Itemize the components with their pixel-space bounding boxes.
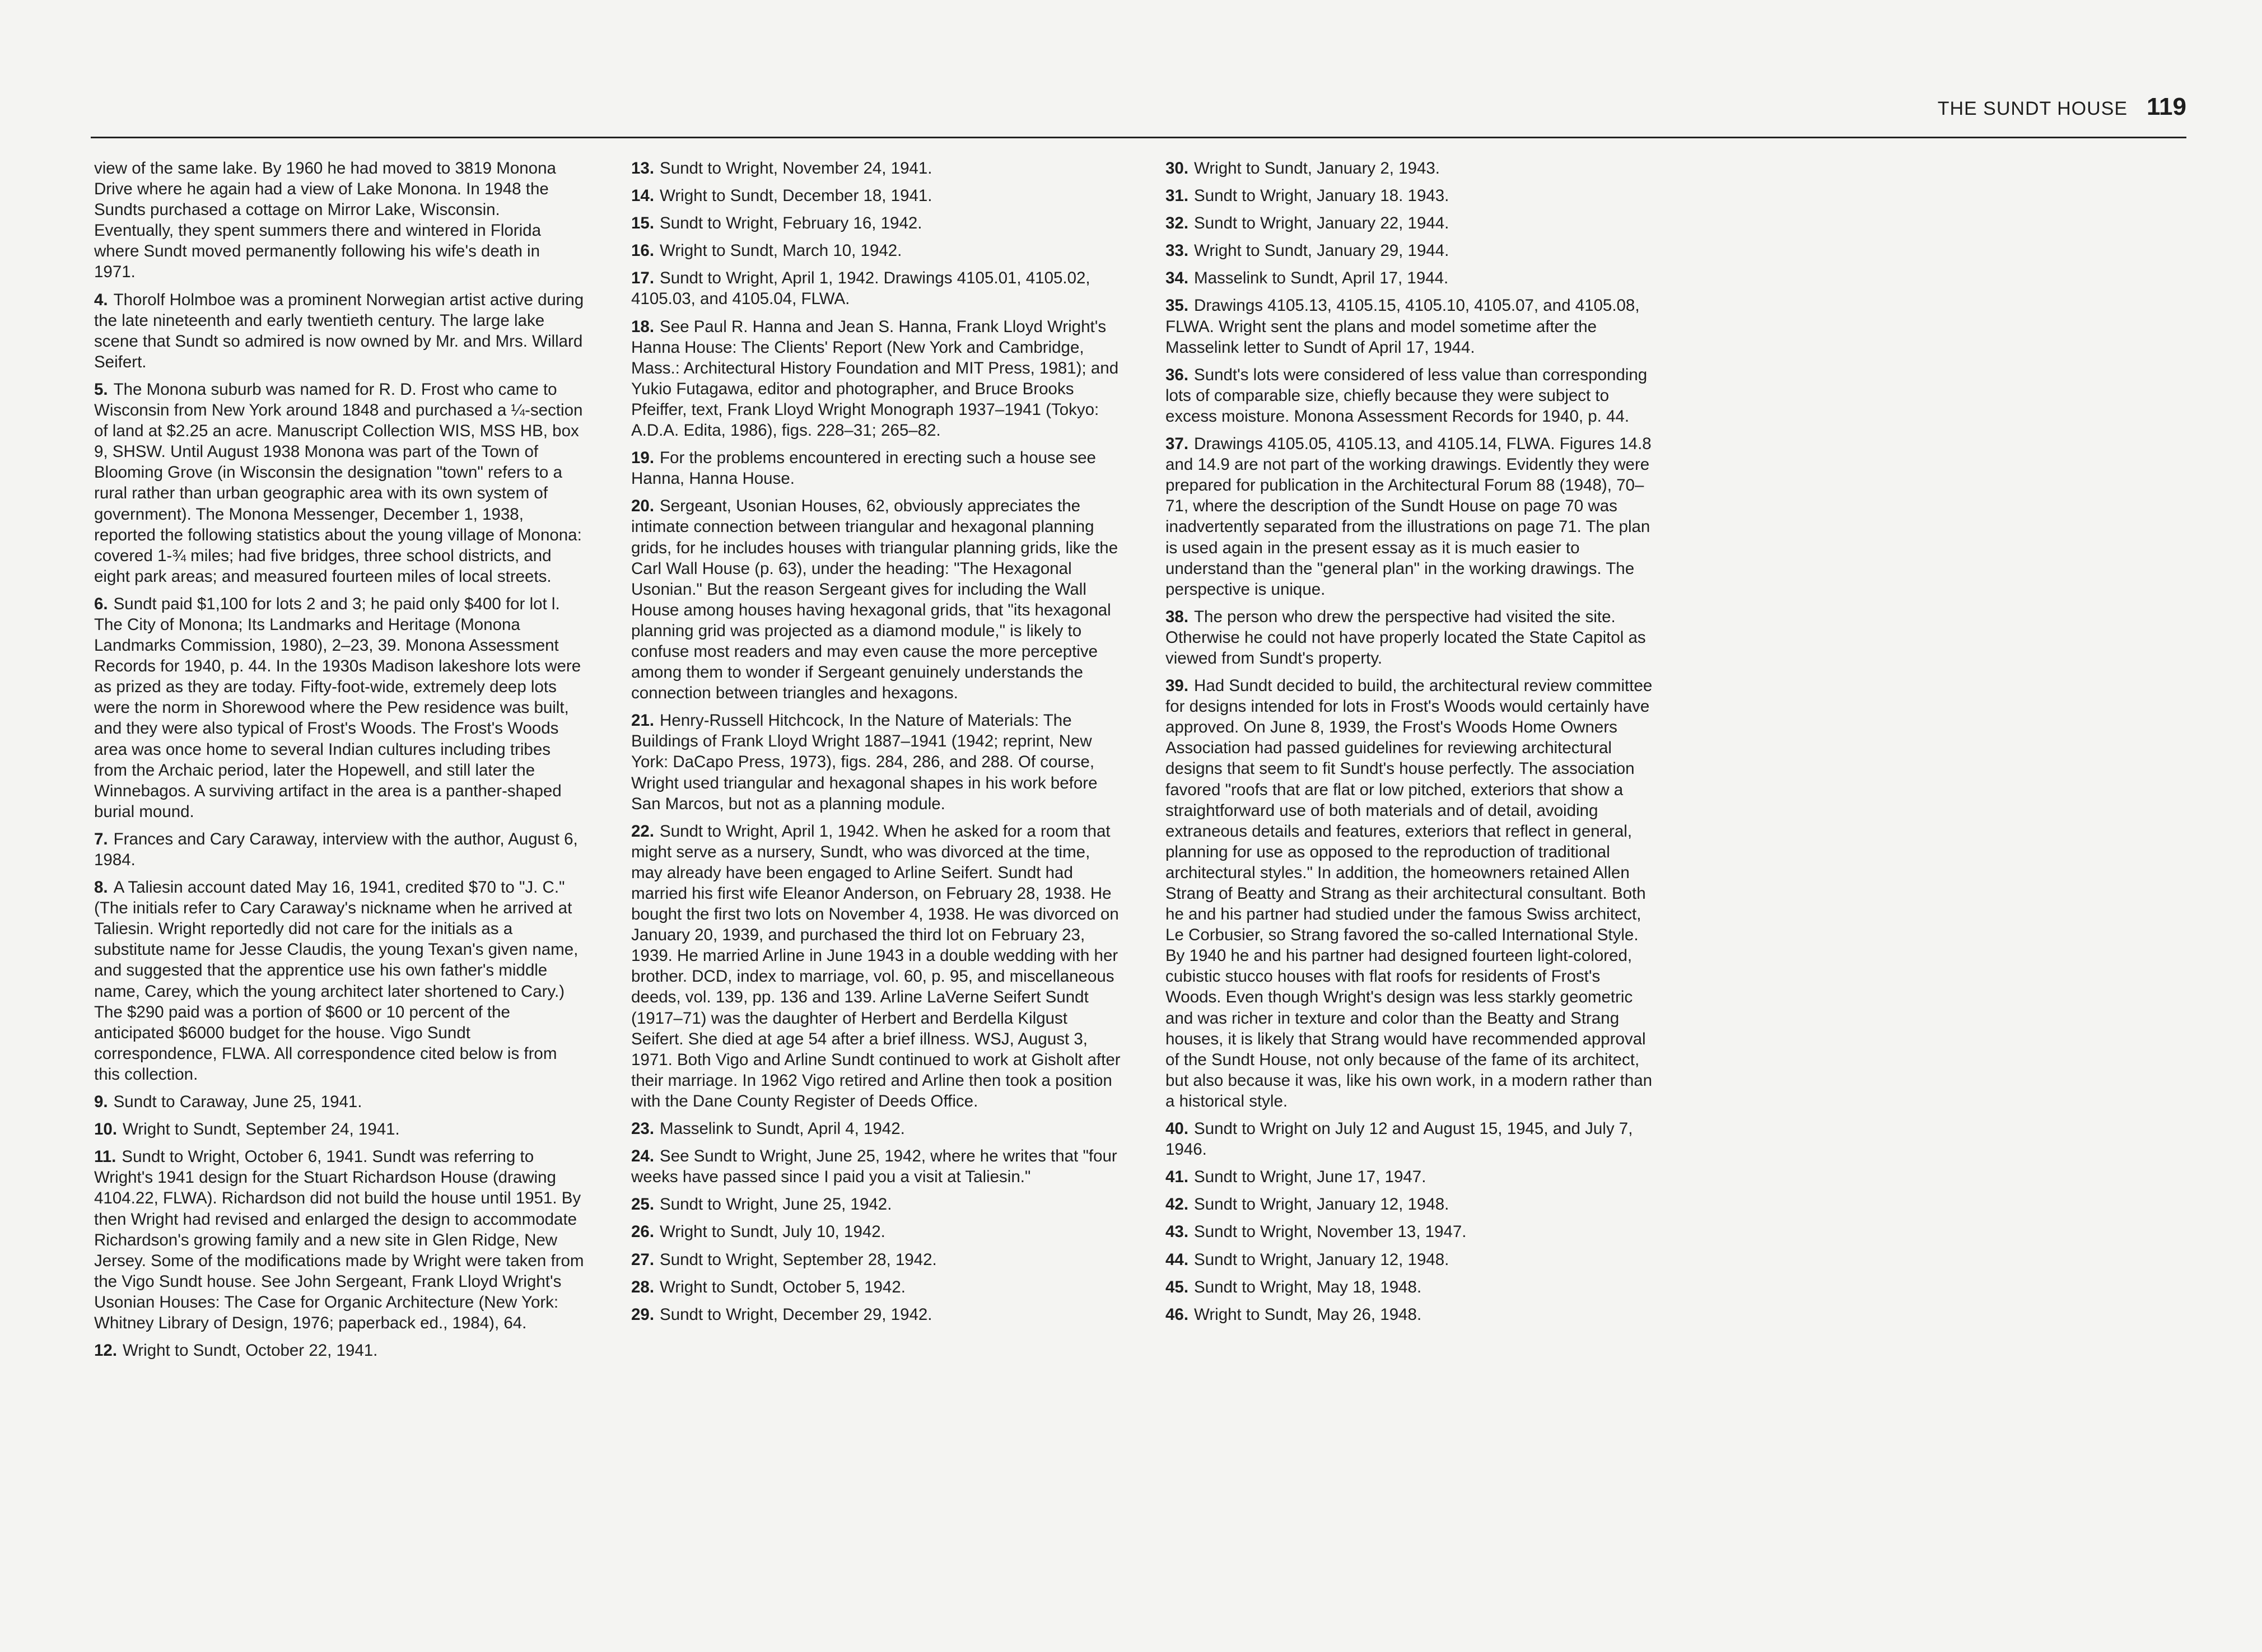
endnote-text: Sundt to Wright, November 13, 1947. <box>1194 1222 1467 1242</box>
endnote <box>1165 158 1655 179</box>
endnote-number: 5. <box>94 380 108 399</box>
endnote-text: Frances and Cary Caraway, interview with the author, August 6, 1984. <box>94 829 578 869</box>
endnote-text: Drawings 4105.05, 4105.13, and 4105.14, FLWA. Figures 14.8 and 14.9 are not part of the working drawings. Evidently they were prepared for publication in the Architectural Forum 88 (1948), 70–71, where the description of the Sundt House on page 70 was inadvertently separated from the illustrations on page 71. The plan is used again in the present essay as it is much easier to understand than the "general plan" in the working drawings. The perspective is unique. <box>1165 435 1652 599</box>
endnote <box>631 710 1121 814</box>
endnote-number: 25. <box>631 1195 655 1214</box>
endnote <box>94 290 584 372</box>
endnote-text: Wright to Sundt, September 24, 1941. <box>123 1120 400 1139</box>
endnote-number: 26. <box>631 1222 655 1242</box>
endnote <box>1165 268 1655 288</box>
note-continuation: view of the same lake. By 1960 he had moved to 3819 Monona Drive where he again had a view of Lake Monona. In 1948 the Sundts purchased a cottage on Mirror Lake, Wisconsin. Eventually, they spent summers there and wintered in Florida where Sundt moved permanently following his wife's death in 1971. <box>94 159 556 282</box>
endnote-text: Wright to Sundt, January 29, 1944. <box>1194 241 1449 260</box>
endnote-text: Wright to Sundt, January 2, 1943. <box>1194 159 1440 178</box>
endnote <box>631 240 1121 261</box>
endnote <box>1165 1221 1655 1242</box>
endnote-text: See Paul R. Hanna and Jean S. Hanna, Frank Lloyd Wright's Hanna House: The Clients' Report (New York and Cambridge, Mass.: Architectural History Foundation and MIT Press, 1981); and Yukio Futagawa, editor and photographer, and Bruce Brooks Pfeiffer, text, Frank Lloyd Wright Monograph 1937–1941 (Tokyo: A.D.A. Edita, 1986), figs. 228–31; 265–82. <box>631 317 1119 440</box>
endnote-text: Sundt to Wright, January 18. 1943. <box>1194 186 1449 206</box>
endnote <box>631 1194 1121 1215</box>
endnote <box>1165 1277 1655 1298</box>
endnote-number: 14. <box>631 186 655 206</box>
endnote-text: Wright to Sundt, December 18, 1941. <box>660 186 932 206</box>
endnote-text: Sundt to Caraway, June 25, 1941. <box>113 1093 362 1112</box>
endnote-number: 15. <box>631 214 655 233</box>
endnote-number: 10. <box>94 1120 118 1139</box>
endnote-text: Sundt to Wright, February 16, 1942. <box>660 214 922 233</box>
header-rule <box>91 137 2186 138</box>
endnote <box>94 1091 584 1112</box>
endnote-text: Sundt to Wright, September 28, 1942. <box>660 1250 937 1269</box>
endnote-number: 18. <box>631 317 655 336</box>
endnote <box>631 158 1121 179</box>
page-number: 119 <box>2147 93 2186 120</box>
endnote-text: Sundt to Wright, October 6, 1941. Sundt was referring to Wright's 1941 design for the Stuart Richardson House (drawing 4104.22, FLWA). Richardson did not build the house until 1951. By then Wright had revised and enlarged the design to accommodate Richardson's growing family and a new site in Glen Ridge, New Jersey. Some of the modifications made by Wright were taken from the Vigo Sundt house. See John Sergeant, Frank Lloyd Wright's Usonian Houses: The Case for Organic Architecture (New York: Whitney Library of Design, 1976; paperback ed., 1984), 64. <box>94 1147 584 1332</box>
endnote-text: For the problems encountered in erecting such a house see Hanna, Hanna House. <box>631 449 1096 488</box>
endnote-number: 44. <box>1165 1250 1189 1269</box>
endnote-number: 31. <box>1165 186 1189 206</box>
endnote-number: 34. <box>1165 269 1189 288</box>
endnote-number: 9. <box>94 1093 108 1112</box>
endnote <box>631 1146 1121 1187</box>
endnote <box>1165 1304 1655 1325</box>
endnote-text: See Sundt to Wright, June 25, 1942, where he writes that "four weeks have passed since I paid you a visit at Taliesin." <box>631 1147 1117 1187</box>
endnote-number: 29. <box>631 1305 655 1324</box>
endnote-text: Thorolf Holmboe was a prominent Norwegian artist active during the late nineteenth and early twentieth century. The large lake scene that Sundt so admired is now owned by Mr. and Mrs. Willard Seifert. <box>94 290 584 371</box>
endnote <box>1165 295 1655 357</box>
endnote <box>1165 185 1655 206</box>
endnote <box>631 268 1121 309</box>
endnote-number: 23. <box>631 1119 655 1138</box>
endnote-text: Sundt to Wright, April 1, 1942. When he asked for a room that might serve as a nursery, Sundt, who was divorced at the time, may already have been engaged to Arline Seifert. Sundt had married his first wife Eleanor Anderson, on February 28, 1938. He bought the first two lots on November 4, 1938. He was divorced on January 20, 1939, and purchased the third lot on February 23, 1939. He married Arline in June 1943 in a double wedding with her brother. DCD, index to marriage, vol. 60, p. 95, and miscellaneous deeds, vol. 139, pp. 136 and 139. Arline LaVerne Seifert Sundt (1917–71) was the daughter of Herbert and Berdella Kilgust Seifert. She died at age 54 after a brief illness. WSJ, August 3, 1971. Both Vigo and Arline Sundt continued to work at Gisholt after their marriage. In 1962 Vigo retired and Arline then took a position with the Dane County Register of Deeds Office. <box>631 822 1121 1110</box>
endnote-text: Sundt to Wright, April 1, 1942. Drawings 4105.01, 4105.02, 4105.03, and 4105.04, FLWA. <box>631 269 1090 309</box>
endnote-number: 6. <box>94 594 108 613</box>
endnote <box>631 316 1121 441</box>
endnote-number: 27. <box>631 1250 655 1269</box>
endnote-number: 4. <box>94 290 108 309</box>
endnote-text: Wright to Sundt, October 5, 1942. <box>660 1277 906 1296</box>
endnote-number: 39. <box>1165 676 1189 696</box>
endnote-number: 20. <box>631 497 655 516</box>
endnote-text: The person who drew the perspective had visited the site. Otherwise he could not have properly located the State Capitol as viewed from Sundt's property. <box>1165 607 1646 668</box>
notes-column-2 <box>631 158 1121 1332</box>
endnote-text: Drawings 4105.13, 4105.15, 4105.10, 4105.07, and 4105.08, FLWA. Wright sent the plans and model sometime after the Masselink letter to Sundt of April 17, 1944. <box>1165 296 1640 357</box>
endnote <box>1165 1166 1655 1187</box>
endnote-text: Sundt to Wright, January 12, 1948. <box>1194 1250 1449 1269</box>
endnote-number: 36. <box>1165 365 1189 384</box>
notes-column-1 <box>94 158 584 1368</box>
endnote-text: Wright to Sundt, October 22, 1941. <box>123 1341 378 1360</box>
endnote-number: 21. <box>631 711 655 730</box>
endnote <box>1165 1194 1655 1215</box>
running-title: THE SUNDT HOUSE <box>1937 98 2128 119</box>
endnote-text: Sundt to Wright, January 22, 1944. <box>1194 214 1449 233</box>
endnote-text: Sundt to Wright, January 12, 1948. <box>1194 1195 1449 1214</box>
endnote <box>631 1221 1121 1242</box>
endnote <box>94 379 584 587</box>
endnote <box>631 1304 1121 1325</box>
endnote <box>94 829 584 870</box>
endnote <box>94 1340 584 1361</box>
endnote-text: Sundt to Wright, June 17, 1947. <box>1194 1168 1426 1187</box>
endnote <box>94 594 584 822</box>
running-head <box>1938 93 2186 121</box>
endnote-number: 17. <box>631 269 655 288</box>
endnote-number: 46. <box>1165 1305 1189 1324</box>
endnote-text: A Taliesin account dated May 16, 1941, credited $70 to "J. C." (The initials refer to Cary Caraway's nickname when he arrived at Taliesin. Wright reportedly did not care for the initials as a substitute name for Jesse Claudis, the young Texan's given name, and suggested that the apprentice use his own father's middle name, Carey, which the young architect later shortened to Cary.) The $290 paid was a portion of $600 or 10 percent of the anticipated $6000 budget for the house. Vigo Sundt correspondence, FLWA. All correspondence cited below is from this collection. <box>94 878 579 1084</box>
endnote-number: 16. <box>631 241 655 260</box>
endnote <box>631 213 1121 234</box>
endnote <box>1165 1249 1655 1270</box>
endnote-number: 35. <box>1165 296 1189 315</box>
endnote-text: Wright to Sundt, May 26, 1948. <box>1194 1305 1422 1324</box>
endnote-number: 42. <box>1165 1195 1189 1214</box>
endnote-text: Henry-Russell Hitchcock, In the Nature of Materials: The Buildings of Frank Lloyd Wright 1887–1941 (1942; reprint, New York: DaCapo Press, 1973), figs. 284, 286, and 288. Of course, Wright used triangular and hexagonal shapes in his work before San Marcos, but not as a planning module. <box>631 711 1098 813</box>
endnote-number: 22. <box>631 822 655 841</box>
endnote-text: Sundt paid $1,100 for lots 2 and 3; he paid only $400 for lot l. The City of Monona; Its Landmarks and Heritage (Monona Landmarks Commission, 1980), 2–23, 39. Monona Assessment Records for 1940, p. 44. In the 1930s Madison lakeshore lots were as prized as they are today. Fifty-foot-wide, extremely deep lots were the norm in Shorewood where the Pew residence was built, and they were also typical of Frost's Woods. The Frost's Woods area was once home to several Indian cultures including tribes from the Archaic period, later the Hopewell, and still later the Winnebagos. A surviving artifact in the area is a panther-shaped burial mound. <box>94 594 581 821</box>
endnote-number: 19. <box>631 449 655 468</box>
endnote-text: The Monona suburb was named for R. D. Frost who came to Wisconsin from New York around 1848 and purchased a ¼-section of land at $2.25 an acre. Manuscript Collection WIS, MSS HB, box 9, SHSW. Until August 1938 Monona was part of the Town of Blooming Grove (in Wisconsin the designation "town" refers to a rural rather than urban geographic area with its own system of government). The Monona Messenger, December 1, 1938, reported the following statistics about the young village of Monona: covered 1-¾ miles; had five bridges, three school districts, and eight park areas; and measured fourteen miles of local streets. <box>94 380 583 586</box>
endnote-number: 37. <box>1165 435 1189 454</box>
endnote-number: 45. <box>1165 1277 1189 1296</box>
endnote-text: Sundt to Wright, June 25, 1942. <box>660 1195 892 1214</box>
endnote <box>1165 1118 1655 1160</box>
endnote-text: Sundt to Wright, November 24, 1941. <box>660 159 932 178</box>
endnote-number: 13. <box>631 159 655 178</box>
endnote-number: 7. <box>94 829 108 848</box>
endnote-text: Wright to Sundt, March 10, 1942. <box>660 241 902 260</box>
endnote-text: Sergeant, Usonian Houses, 62, obviously appreciates the intimate connection between triangular and hexagonal planning grids, for he includes houses with triangular planning grids, like the Carl Wall House (p. 63), under the heading: "The Hexagonal Usonian." But the reason Sergeant gives for including the Wall House among houses having hexagonal grids, that "its hexagonal planning grid was projected as a diamond module," is likely to confuse most readers and may even cause the more perceptive among them to wonder if Sergeant genuinely understands the connection between triangles and hexagons. <box>631 497 1118 703</box>
endnote-number: 12. <box>94 1341 118 1360</box>
endnote-text: Had Sundt decided to build, the architectural review committee for designs intended for lots in Frost's Woods would certainly have approved. On June 8, 1939, the Frost's Woods Home Owners Association had passed guidelines for reviewing architectural designs that seem to fit Sundt's house perfectly. The association favored "roofs that are flat or low pitched, exteriors that show a straightforward use of both materials and of detail, avoiding extraneous details and features, exteriors that reflect in general, planning for use as opposed to the reproduction of traditional architectural styles." In addition, the homeowners retained Allen Strang of Beatty and Strang as their architectural consultant. Both he and his partner had studied under the famous Swiss architect, Le Corbusier, so Strang favored the so-called International Style. By 1940 he and his partner had designed fourteen light-colored, cubistic stucco houses with flat roofs for residents of Frost's Woods. Even though Wright's design was less starkly geometric and was richer in texture and color than the Beatty and Strang houses, it is likely that Strang would have recommended approval of the Sundt House, not only because of the fame of its architect, but also because it was, like his own work, in a modern rather than a historical style. <box>1165 676 1653 1110</box>
endnote-number: 28. <box>631 1277 655 1296</box>
endnote-text: Sundt to Wright, May 18, 1948. <box>1194 1277 1422 1296</box>
endnote <box>631 1118 1121 1139</box>
endnote-number: 38. <box>1165 607 1189 626</box>
endnote-text: Sundt's lots were considered of less value than corresponding lots of comparable size, chiefly because they were subject to excess moisture. Monona Assessment Records for 1940, p. 44. <box>1165 365 1648 426</box>
endnote-text: Sundt to Wright on July 12 and August 15, 1945, and July 7, 1946. <box>1165 1119 1633 1159</box>
endnote <box>631 496 1121 703</box>
endnote-number: 33. <box>1165 241 1189 260</box>
endnote <box>1165 433 1655 600</box>
endnote <box>631 821 1121 1112</box>
endnote <box>94 1119 584 1140</box>
endnote-text: Wright to Sundt, July 10, 1942. <box>660 1222 885 1242</box>
endnote <box>1165 213 1655 234</box>
endnote <box>1165 240 1655 261</box>
endnote <box>631 1277 1121 1298</box>
endnote <box>1165 675 1655 1112</box>
endnote-text: Masselink to Sundt, April 4, 1942. <box>660 1119 905 1138</box>
endnote-text: Sundt to Wright, December 29, 1942. <box>660 1305 932 1324</box>
endnote <box>631 185 1121 206</box>
endnote-number: 11. <box>94 1147 116 1166</box>
endnote <box>1165 365 1655 427</box>
notes-column-3 <box>1165 158 1655 1332</box>
endnote <box>94 1146 584 1333</box>
endnote-number: 30. <box>1165 159 1189 178</box>
endnote <box>1165 606 1655 669</box>
endnote-number: 40. <box>1165 1119 1189 1138</box>
endnote-number: 8. <box>94 878 108 897</box>
endnote-number: 41. <box>1165 1168 1189 1187</box>
endnote <box>631 447 1121 489</box>
endnote-number: 43. <box>1165 1222 1189 1242</box>
endnote-number: 32. <box>1165 214 1189 233</box>
endnote <box>94 877 584 1085</box>
endnote-number: 24. <box>631 1147 655 1166</box>
endnote <box>631 1249 1121 1270</box>
endnote-text: Masselink to Sundt, April 17, 1944. <box>1194 269 1449 288</box>
